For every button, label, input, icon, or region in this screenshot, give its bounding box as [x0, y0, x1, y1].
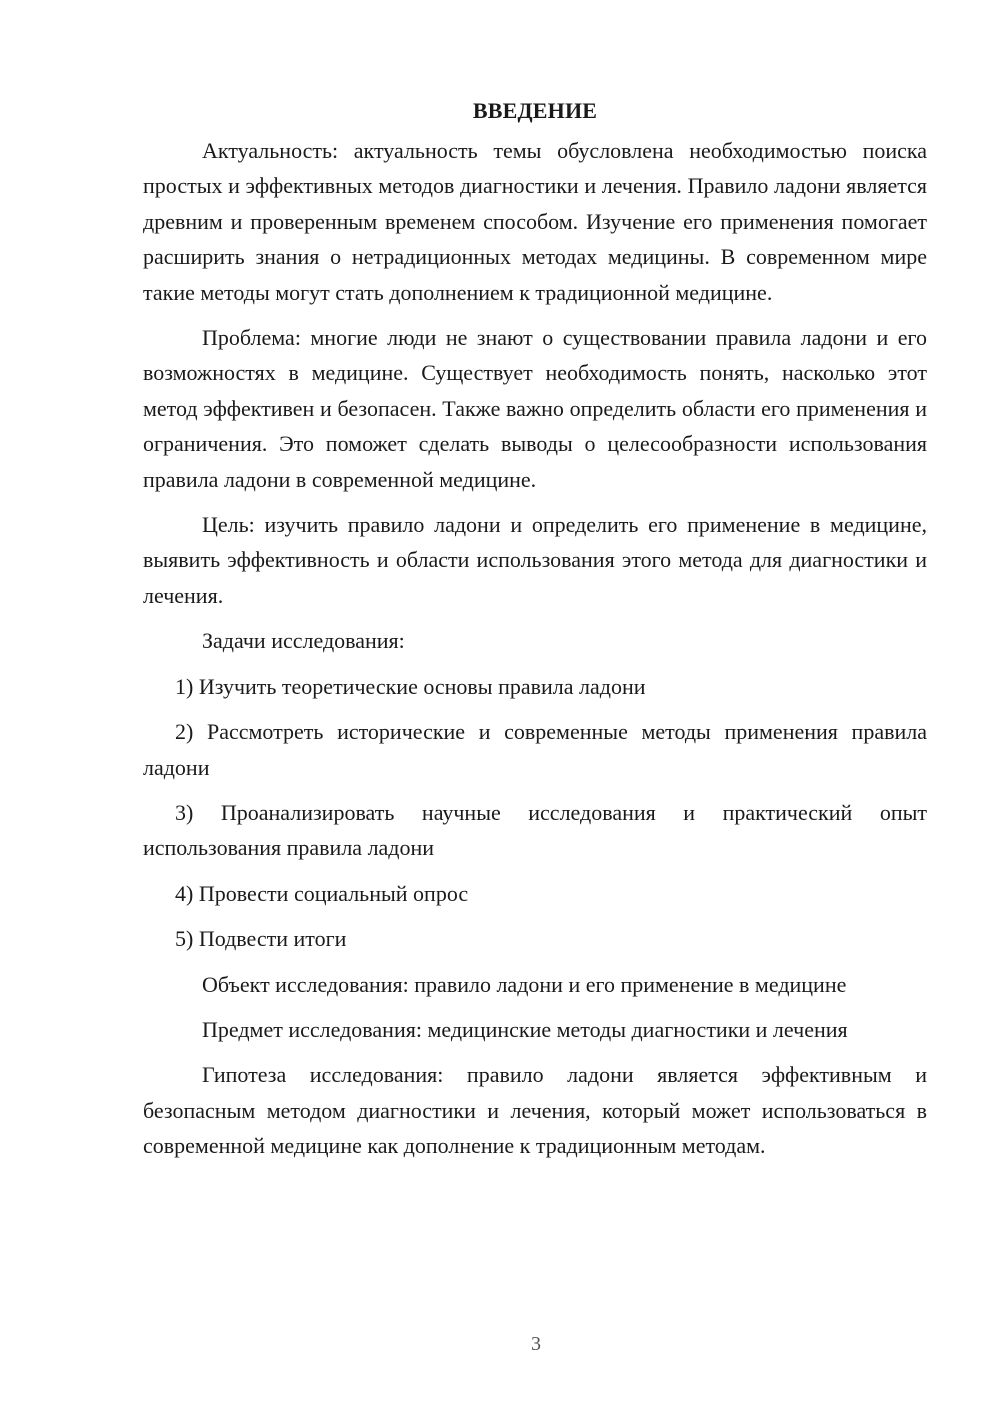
- page-title: ВВЕДЕНИЕ: [472, 98, 598, 123]
- research-subject: Предмет исследования: медицинские методы диагностики и лечения: [202, 1016, 848, 1042]
- research-hypothesis: Гипотеза исследования: правило ладони является эффективным и безопасным методом диагностики и лечения, который может использоваться в современной медицине как дополнение к традиционным методам.: [143, 1062, 927, 1159]
- task-item-3: 3) Проанализировать научные исследования и практический опыт использования правила ладони: [143, 799, 927, 861]
- goal-paragraph: Цель: изучить правило ладони и определить его применение в медицине, выявить эффективность и области использования этого метода для диагностики и лечения.: [143, 512, 927, 608]
- task-item-2: 2) Рассмотреть исторические и современные методы применения правила ладони: [143, 719, 927, 780]
- page-number: 3: [531, 1333, 541, 1355]
- task-item-4: 4) Провести социальный опрос: [175, 880, 469, 906]
- research-object: Объект исследования: правило ладони и его применение в медицине: [202, 971, 847, 997]
- problem-paragraph: Проблема: многие люди не знают о существовании правила ладони и его возможностях в медицине. Существует необходимость понять, насколько этот метод эффективен и безопасен. Также важно определить области его применения и ограничения. Это поможет сделать выводы о целесообразности использования правила ладони в современной медицине.: [143, 325, 927, 492]
- page-content: [143, 96, 927, 1164]
- task-item-5: 5) Подвести итоги: [175, 926, 347, 952]
- tasks-heading: Задачи исследования:: [202, 628, 405, 654]
- task-item-1: 1) Изучить теоретические основы правила ладони: [175, 673, 646, 699]
- relevance-paragraph: Актуальность: актуальность темы обусловлена необходимостью поиска простых и эффективных методов диагностики и лечения. Правило ладони является древним и проверенным временем способом. Изучение его применения помогает расширить знания о нетрадиционных методах медицины. В современном мире такие методы могут стать дополнением к традиционной медицине.: [143, 138, 927, 305]
